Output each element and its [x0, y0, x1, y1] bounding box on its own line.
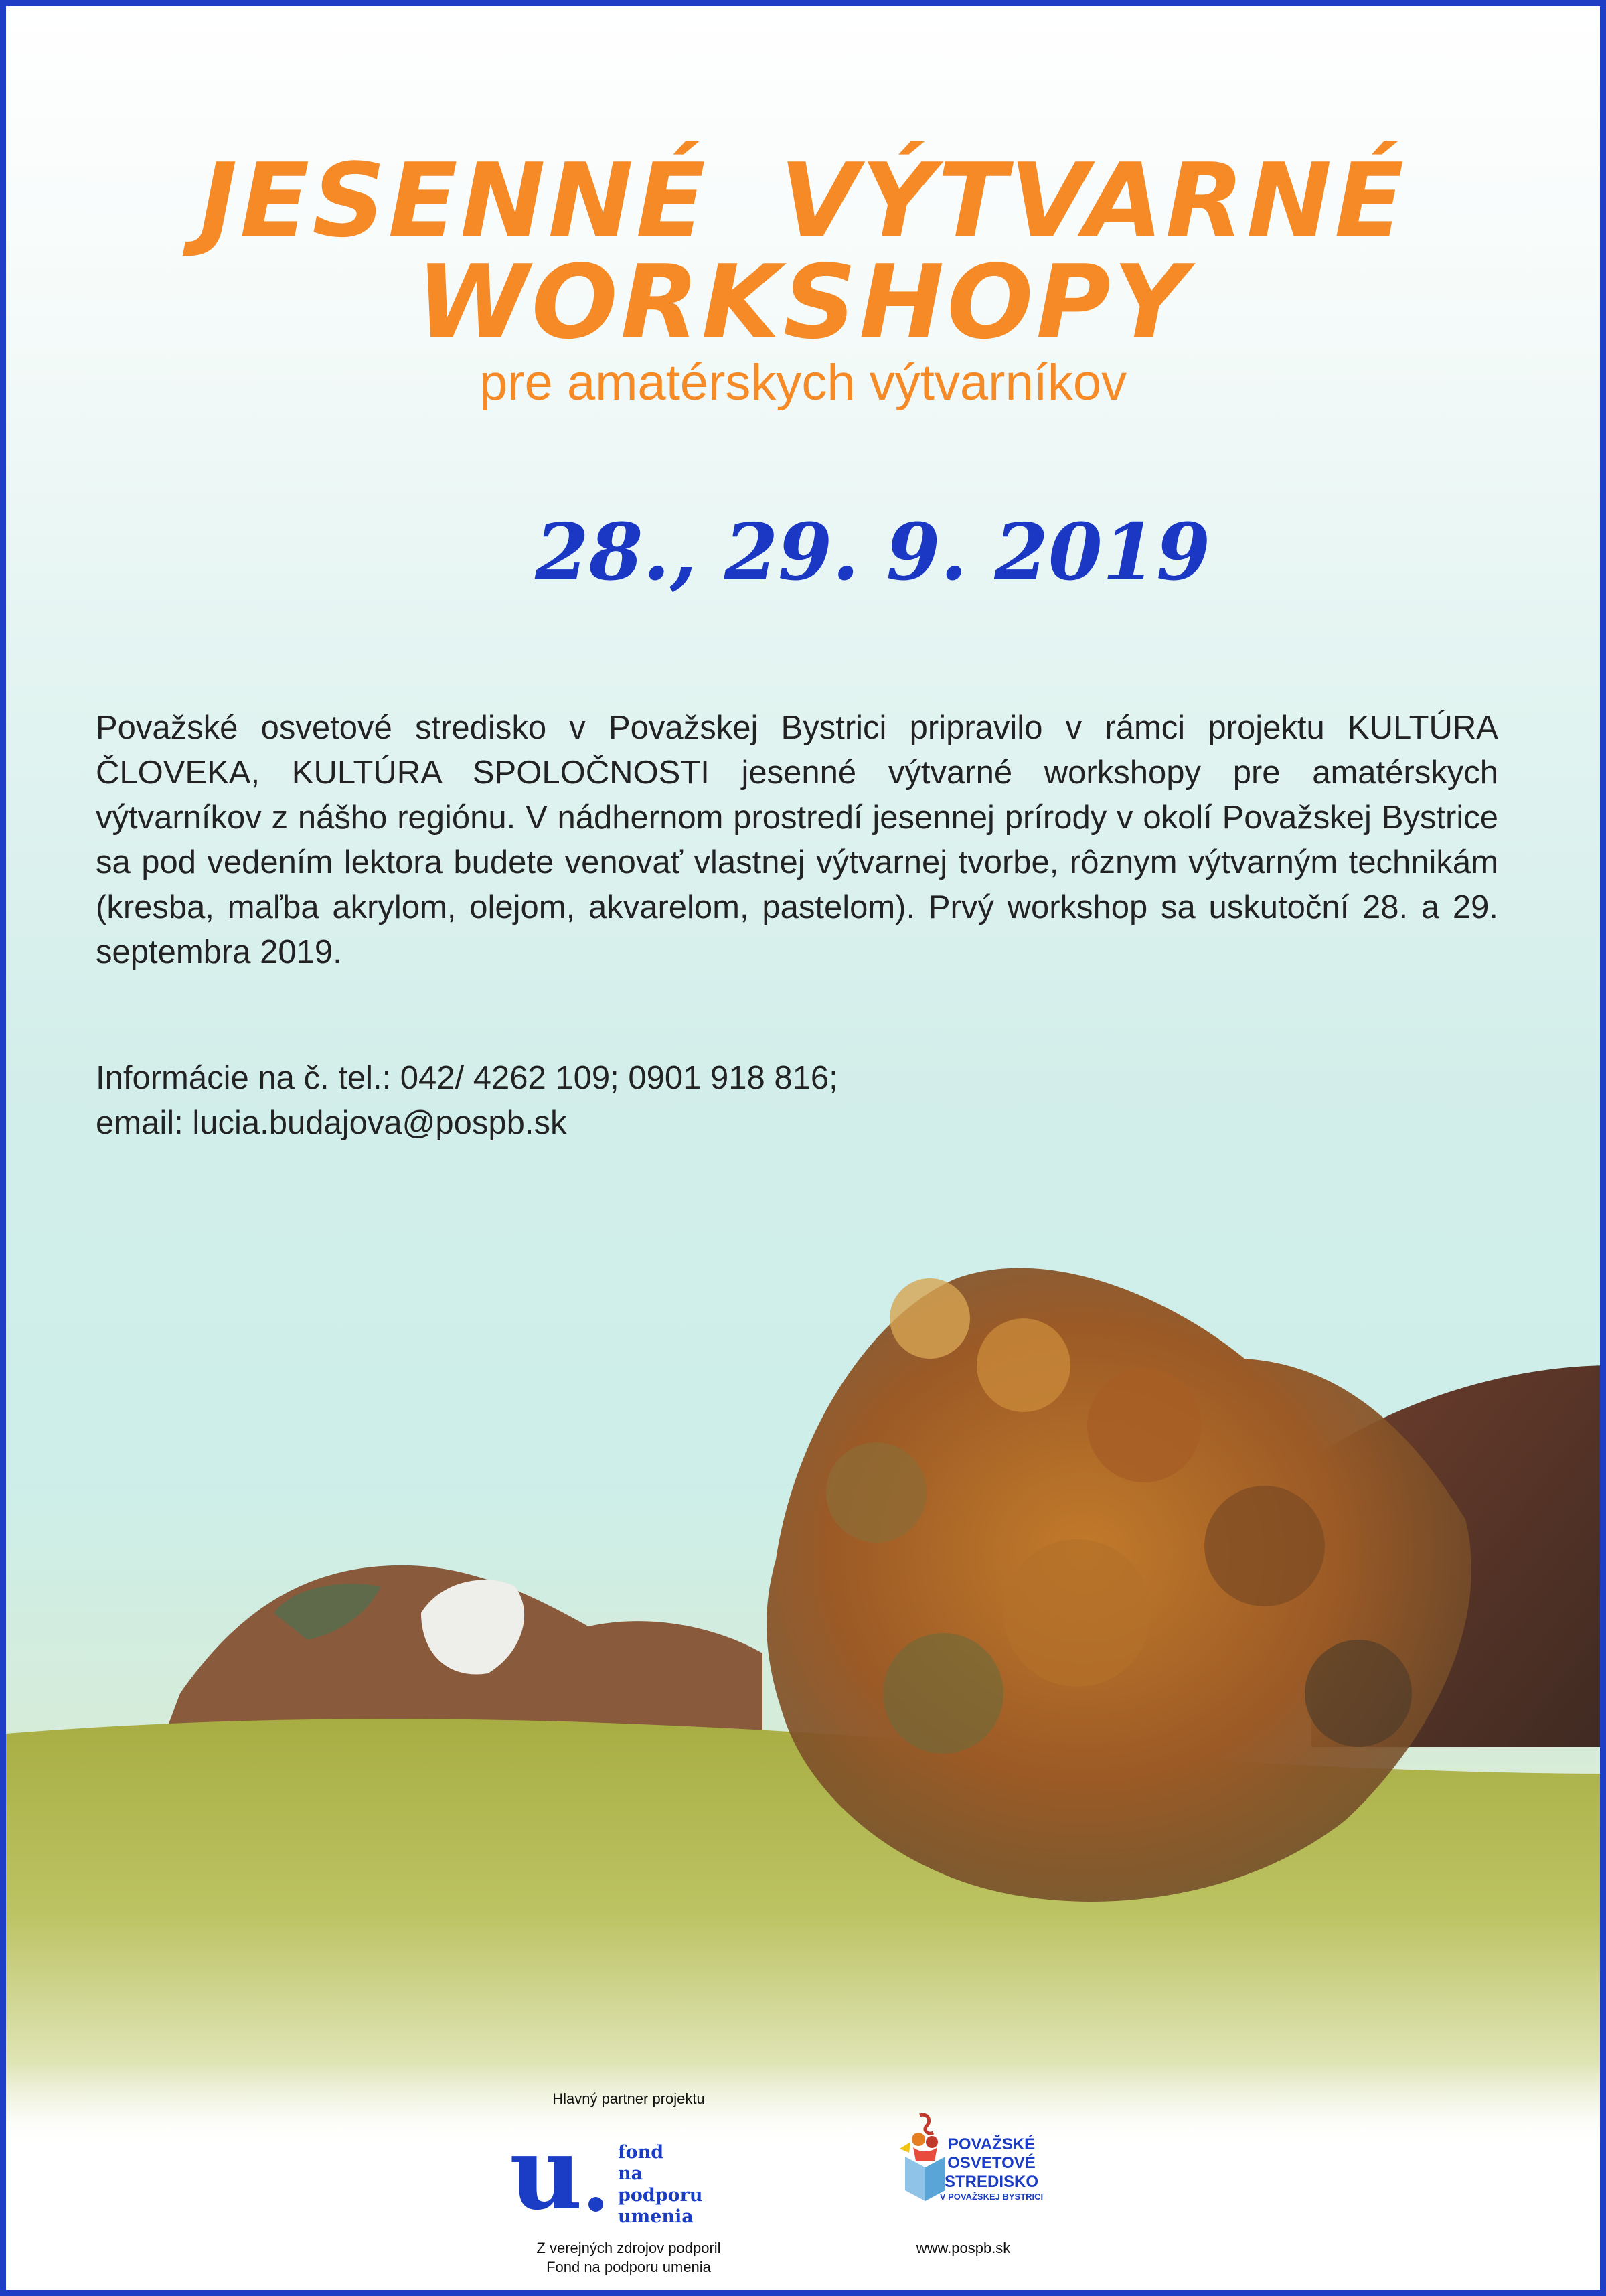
autumn-landscape-painting	[6, 1144, 1606, 2149]
pos-logo-line: V POVAŽSKEJ BYSTRICI	[939, 2192, 1044, 2202]
pos-logo-line: STREDISKO	[944, 2173, 1038, 2191]
fpu-logo-line: umenia	[618, 2206, 694, 2227]
fpu-logo-letter: u	[509, 2115, 583, 2232]
contact-info	[96, 1056, 1498, 1146]
fond-na-podporu-umenia-logo	[509, 2115, 730, 2232]
event-date: 28., 29. 9. 2019	[535, 507, 1211, 598]
public-funds-note	[488, 2239, 769, 2277]
contact-email: email: lucia.budajova@pospb.sk	[96, 1105, 567, 1141]
pos-logo-text	[928, 2135, 1055, 2202]
description-paragraph: Považské osvetové stredisko v Považskej Bystrici pripravilo v rámci projektu KULTÚRA ČLOVEKA, KULTÚRA SPOLOČNOSTI jesenné výtvarné workshopy pre amatérskych výtvarníkov z nášho regiónu. V nádhernom prostredí jesennej prírody v okolí Považskej Bystrice sa pod vedením lektora budete venovať vlastnej výtvarnej tvorbe, rôznym výtvarným technikám (kresba, maľba akrylom, olejom, akvarelom, pastelom). Prvý workshop sa uskutoční 28. a 29. septembra 2019.	[96, 710, 1498, 970]
poster-title: JESENNÉ VÝTVARNÉ WORKSHOPY	[199, 141, 1407, 362]
website-link[interactable]: www.pospb.sk	[916, 2240, 1011, 2256]
fpu-logo-line: fond	[618, 2142, 664, 2163]
fpu-logo-line: na podporu	[618, 2163, 703, 2206]
public-funds-line: Z verejných zdrojov podporil	[536, 2240, 721, 2256]
partner-label: Hlavný partner projektu	[552, 2090, 705, 2107]
poster-subtitle: pre amatérskych výtvarníkov	[479, 354, 1127, 411]
contact-phone: Informácie na č. tel.: 042/ 4262 109; 0901 918 816;	[96, 1060, 838, 1096]
fpu-logo-text	[618, 2142, 730, 2228]
pos-logo-line: OSVETOVÉ	[947, 2154, 1036, 2172]
povazske-osvetove-stredisko-logo	[893, 2109, 1054, 2222]
public-funds-line: Fond na podporu umenia	[546, 2259, 711, 2275]
fpu-logo-dot	[588, 2197, 603, 2212]
pos-logo-line: POVAŽSKÉ	[947, 2135, 1036, 2153]
